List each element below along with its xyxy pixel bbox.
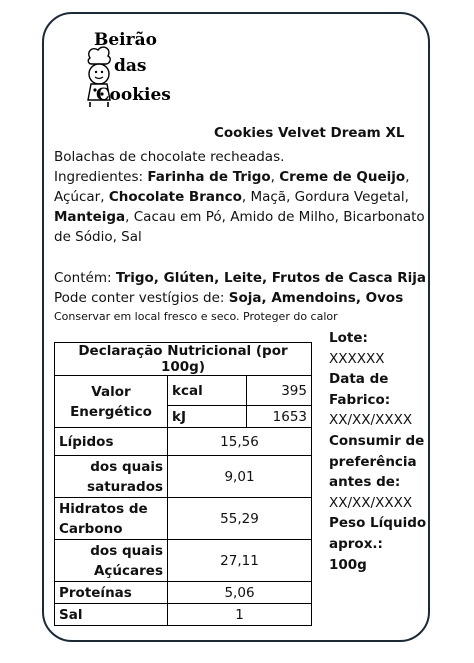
ingredient-separator: , [270,169,280,185]
ingredient: Creme de Queijo [279,169,406,185]
may-contain-line [54,288,430,308]
nutrient-label: dos quais saturados [55,456,168,498]
nutrient-value: 15,56 [168,428,312,456]
kj-label: kJ [168,406,247,428]
nutrient-value: 27,11 [168,540,312,582]
table-row [55,540,312,582]
may-contain-value: Soja, Amendoins, Ovos [228,290,404,306]
net-weight-value: 100g [329,556,367,573]
table-row [55,498,312,540]
nutrient-value: 1 [168,604,312,626]
nutrition-header: Declaração Nutricional (por 100g) [55,343,312,376]
product-description: Bolachas de chocolate recheadas. [54,149,285,165]
ingredient-separator: , Maçã, Gordura Vegetal, [241,189,409,205]
nutrient-value: 9,01 [168,456,312,498]
nutrient-value: 55,29 [168,498,312,540]
batch-info [329,328,429,575]
product-title: Cookies Velvet Dream XL [214,125,405,141]
nutrient-label: Hidratos de Carbono [55,498,168,540]
storage-note: Conservar em local fresco e seco. Proteger do calor [54,310,338,323]
may-contain-label: Pode conter vestígios de: [54,290,229,306]
lot-value: XXXXXX [329,350,385,367]
nutrient-label: Sal [55,604,168,626]
ingredient: Farinha de Trigo [147,169,271,185]
brand-logo [82,30,192,114]
brand-line-1: Beirão [94,30,157,50]
kcal-value: 395 [247,376,312,406]
brand-line-3: Cookies [96,85,171,105]
table-row [55,604,312,626]
ingredient: Chocolate Branco [108,189,242,205]
manufacture-date-label: Data de Fabrico: [329,371,391,408]
best-before-value: XX/XX/XXXX [329,494,413,511]
brand-line-2: das [114,56,147,76]
ingredients-list [54,167,430,247]
ingredients-prefix: Ingredientes: [54,169,148,185]
contains-value: Trigo, Glúten, Leite, Frutos de Casca Rija [115,270,427,286]
contains-line [54,268,430,288]
nutrition-header-row [55,343,312,376]
nutrition-table [54,342,312,626]
energy-row-kcal [55,376,312,406]
ingredient: Manteiga [54,209,126,225]
nutrient-label: Proteínas [55,582,168,604]
table-row [55,582,312,604]
ingredient-separator: , Açúcar, [54,169,410,205]
contains-label: Contém: [54,270,116,286]
lot-label: Lote: [329,330,368,346]
nutrient-label: Lípidos [55,428,168,456]
nutrient-label: dos quais Açúcares [55,540,168,582]
kcal-label: kcal [168,376,247,406]
best-before-label: Consumir de preferência antes de: [329,432,425,491]
ingredient-separator: , Cacau em Pó, Amido de Milho, Bicarbonato de Sódio, Sal [54,209,425,245]
table-row [55,456,312,498]
net-weight-label: Peso Líquido aprox.: [329,515,427,552]
energy-label: Valor Energético [55,376,168,428]
table-row [55,428,312,456]
nutrient-value: 5,06 [168,582,312,604]
kj-value: 1653 [247,406,312,428]
manufacture-date-value: XX/XX/XXXX [329,412,413,429]
